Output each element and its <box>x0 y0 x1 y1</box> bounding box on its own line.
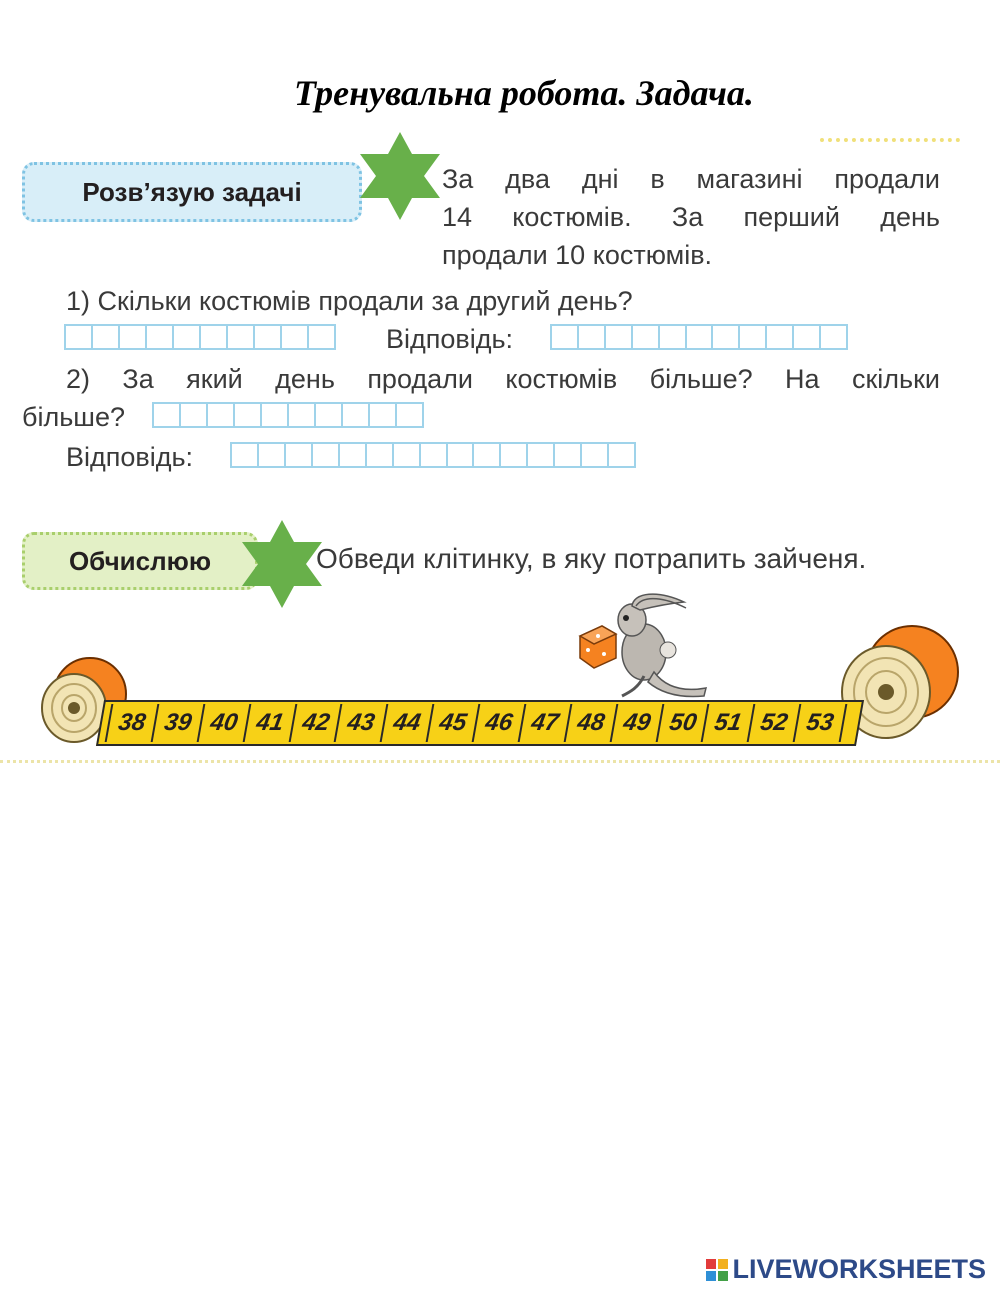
tape-cell[interactable]: 48 <box>563 704 616 742</box>
tape-cell[interactable]: 46 <box>472 704 525 742</box>
page-title: Тренувальна робота. Задача. <box>294 73 754 113</box>
problem-line: За два дні в магазині продали <box>442 164 940 194</box>
tape-cell[interactable]: 44 <box>380 704 433 742</box>
tape-cell[interactable]: 47 <box>518 704 571 742</box>
star-icon <box>242 520 322 608</box>
tape-cell[interactable]: 49 <box>609 704 662 742</box>
problem-line: 14 костюмів. За перший день <box>442 202 940 232</box>
brand-logo <box>706 1254 986 1285</box>
tape-cell[interactable]: 40 <box>196 704 249 742</box>
solution-grid-1[interactable] <box>64 324 336 350</box>
section-badge-calculate: Обчислюю <box>22 532 258 590</box>
tape-cell[interactable]: 53 <box>793 704 848 742</box>
tape-cell[interactable]: 50 <box>655 704 708 742</box>
rabbit-icon <box>574 592 714 700</box>
tape-cell[interactable]: 42 <box>288 704 341 742</box>
tape-cell[interactable]: 38 <box>105 704 158 742</box>
question-2: 2) За який день продали костюмів більше? На скільки <box>66 364 940 394</box>
answer-label-2: Відповідь: <box>66 442 194 472</box>
question-1: 1) Скільки костюмів продали за другий день? <box>66 286 633 316</box>
tape-cell[interactable]: 51 <box>701 704 754 742</box>
question-2-continued: більше? <box>22 402 125 432</box>
decorative-dotted-line <box>820 138 960 142</box>
problem-line: продали 10 костюмів. <box>442 240 713 270</box>
liveworksheets-logo-icon <box>706 1259 728 1281</box>
problem-text <box>442 160 940 274</box>
answer-grid-1[interactable] <box>550 324 848 350</box>
brand-name: LIVEWORKSHEETS <box>732 1254 986 1284</box>
tape-cell[interactable]: 52 <box>747 704 800 742</box>
tape-cell[interactable]: 39 <box>151 704 204 742</box>
star-icon <box>360 132 440 220</box>
solution-grid-2[interactable] <box>152 402 424 428</box>
tape-cell[interactable]: 43 <box>334 704 387 742</box>
tape-cells <box>108 704 844 742</box>
answer-grid-2[interactable] <box>230 442 636 468</box>
answer-label-1: Відповідь: <box>386 324 514 354</box>
section-badge-solve: Розв’язую задачі <box>22 162 362 222</box>
decorative-dotted-line <box>0 760 1000 763</box>
tape-cell[interactable]: 41 <box>242 704 295 742</box>
instruction-text: Обведи клітинку, в яку потрапить зайченя. <box>316 543 867 574</box>
tape-cell[interactable]: 45 <box>426 704 479 742</box>
